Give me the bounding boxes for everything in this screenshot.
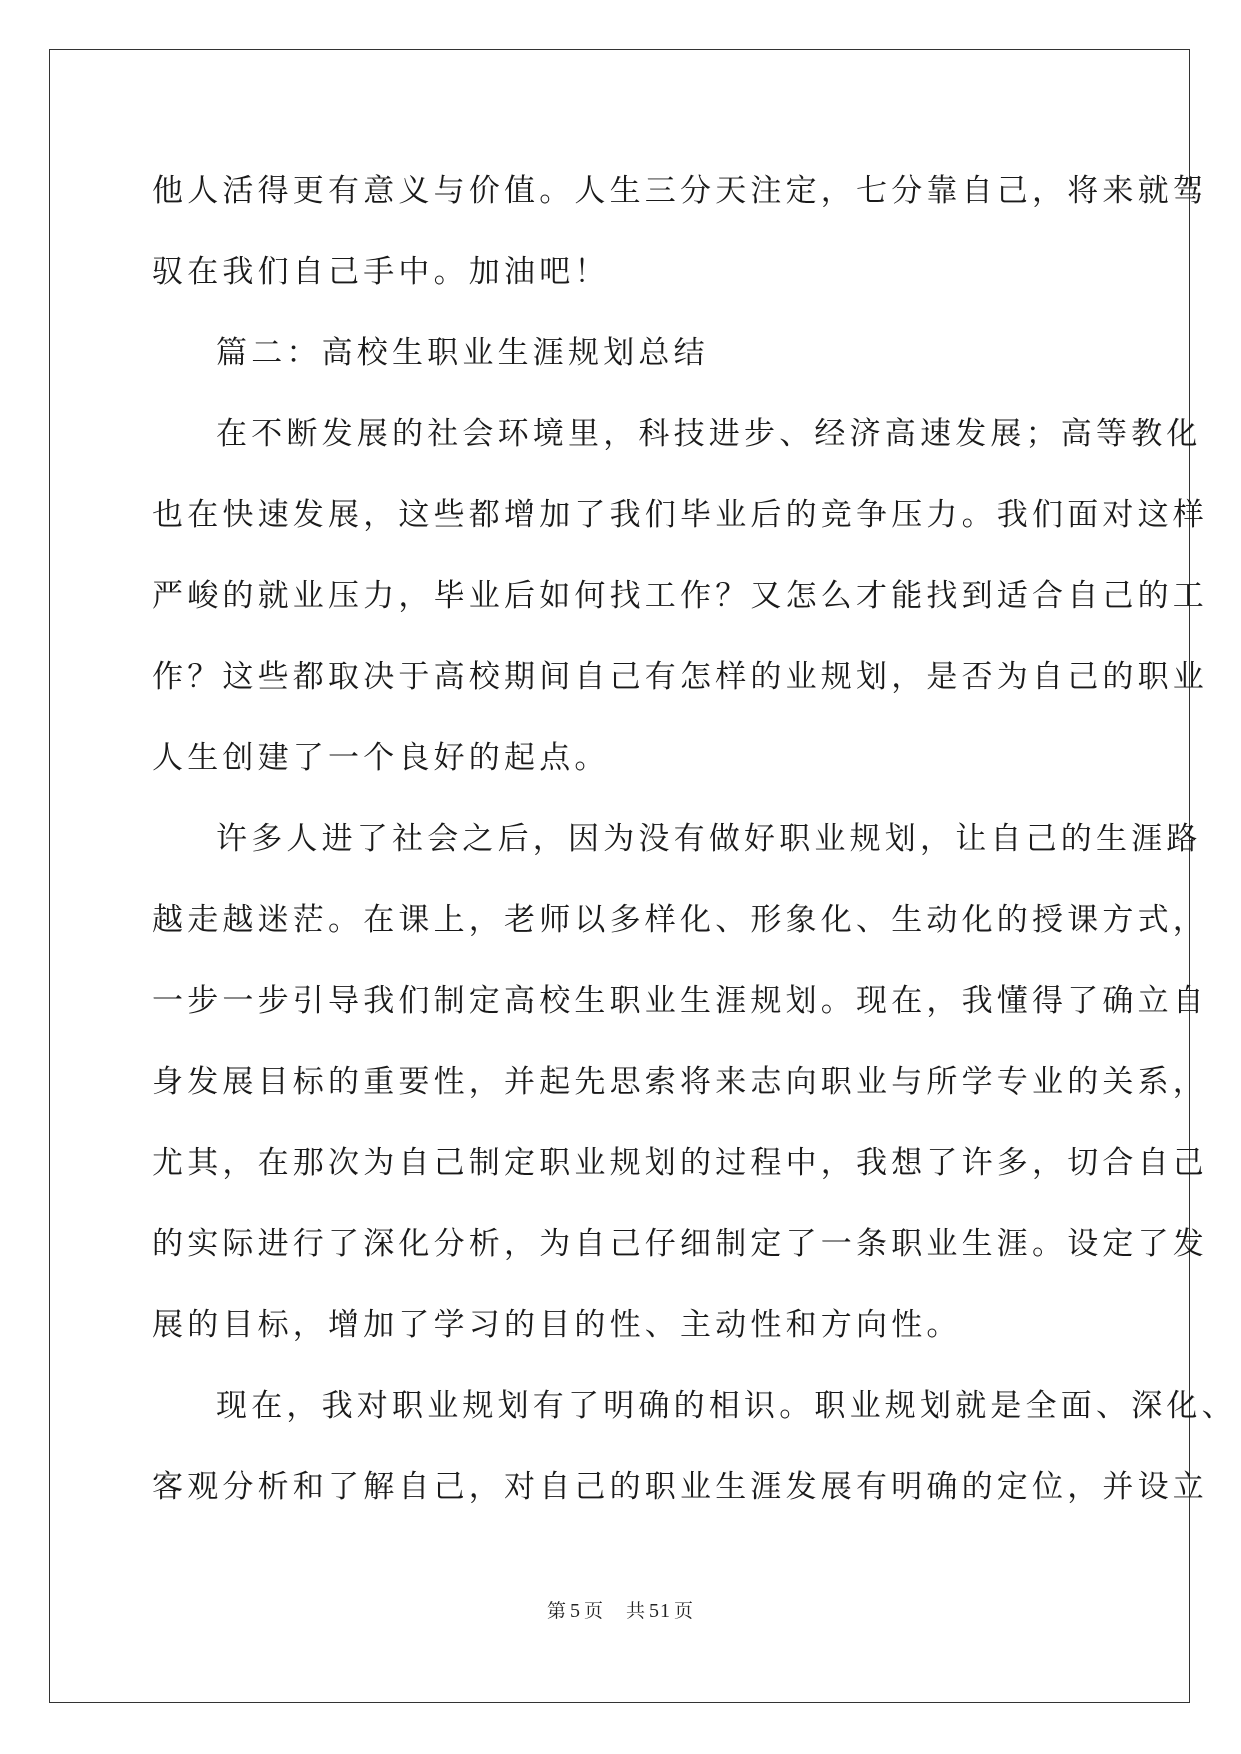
footer-total-suffix: 页 bbox=[674, 1600, 695, 1622]
text-line: 身发展目标的重要性，并起先思索将来志向职业与所学专业的关系， bbox=[152, 1064, 1208, 1100]
text-line: 他人活得更有意义与价值。人生三分天注定，七分靠自己，将来就驾 bbox=[152, 173, 1208, 209]
text-line: 许多人进了社会之后，因为没有做好职业规划，让自己的生涯路 bbox=[216, 821, 1202, 857]
footer-page-number: 5 bbox=[569, 1600, 581, 1622]
text-line: 在不断发展的社会环境里，科技进步、经济高速发展；高等教化 bbox=[216, 416, 1202, 452]
footer-total-prefix: 共 bbox=[626, 1600, 647, 1622]
text-line: 驭在我们自己手中。加油吧！ bbox=[152, 254, 610, 290]
text-line: 篇二：高校生职业生涯规划总结 bbox=[216, 335, 709, 371]
text-line: 作？这些都取决于高校期间自己有怎样的业规划，是否为自己的职业 bbox=[152, 659, 1208, 695]
text-line: 现在，我对职业规划有了明确的相识。职业规划就是全面、深化、 bbox=[216, 1388, 1237, 1424]
text-line: 人生创建了一个良好的起点。 bbox=[152, 740, 610, 776]
text-line: 一步一步引导我们制定高校生职业生涯规划。现在，我懂得了确立自 bbox=[152, 983, 1208, 1019]
text-line: 的实际进行了深化分析，为自己仔细制定了一条职业生涯。设定了发 bbox=[152, 1226, 1208, 1262]
document-body bbox=[152, 160, 1237, 1537]
text-line: 客观分析和了解自己，对自己的职业生涯发展有明确的定位，并设立 bbox=[152, 1469, 1208, 1505]
footer-page-suffix: 页 bbox=[583, 1600, 604, 1622]
text-line: 尤其，在那次为自己制定职业规划的过程中，我想了许多，切合自己 bbox=[152, 1145, 1208, 1181]
text-line: 越走越迷茫。在课上，老师以多样化、形象化、生动化的授课方式， bbox=[152, 902, 1208, 938]
page-footer bbox=[0, 1596, 1241, 1623]
footer-total-pages: 51 bbox=[649, 1600, 672, 1622]
text-line: 严峻的就业压力，毕业后如何找工作？又怎么才能找到适合自己的工 bbox=[152, 578, 1208, 614]
footer-page-prefix: 第 bbox=[546, 1600, 567, 1622]
text-line: 展的目标，增加了学习的目的性、主动性和方向性。 bbox=[152, 1307, 962, 1343]
text-line: 也在快速发展，这些都增加了我们毕业后的竞争压力。我们面对这样 bbox=[152, 497, 1208, 533]
